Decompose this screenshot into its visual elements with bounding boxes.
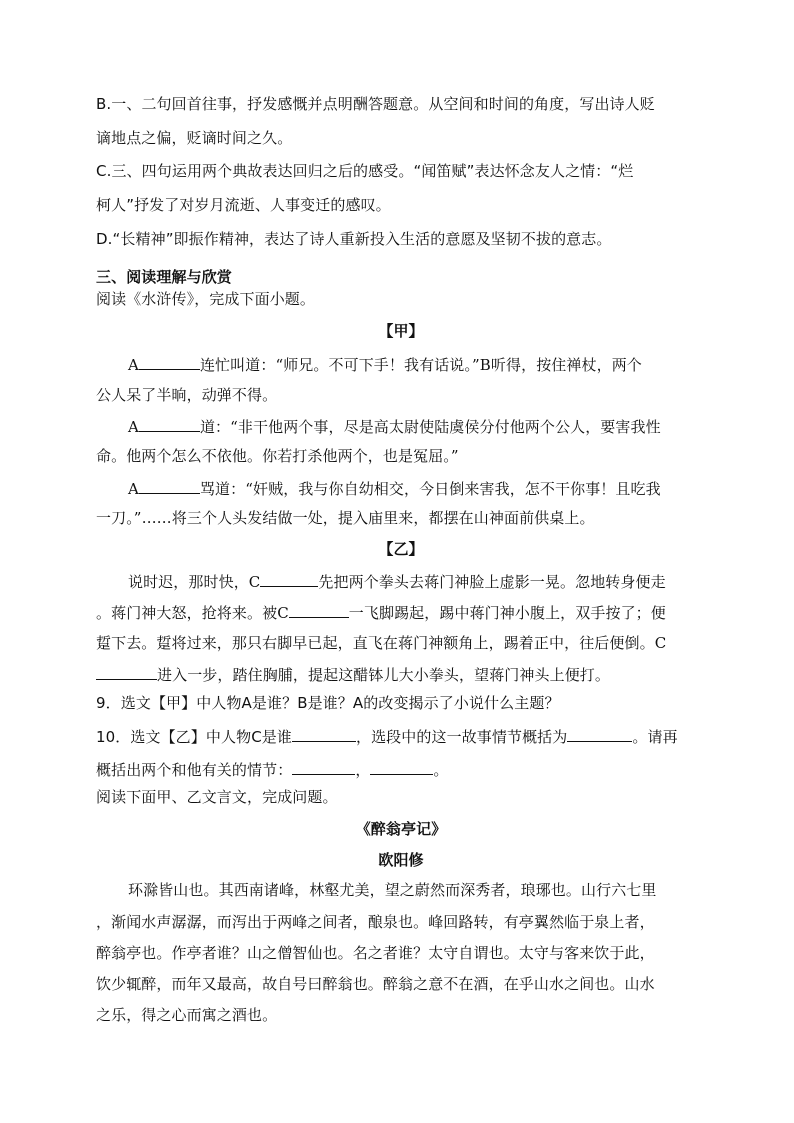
classical-line-3: 醉翁亭也。作亭者谁？山之僧智仙也。名之者谁？太守自谓也。太守与客来饮于此， — [96, 944, 655, 962]
answer-blank-a-3 — [139, 478, 200, 494]
answer-blank-c-1 — [260, 571, 318, 587]
passage-jia-p2-text: 道：“非干他两个事，尽是高太尉使陆虞侯分付他两个公人，要害我性 — [199, 418, 661, 436]
passage-yi-line-2-start: 。蒋门神大怒，抢将来。被C — [96, 604, 289, 622]
passage-jia-paragraph-2-line-2: 命。他两个怎么不依他。你若打杀他两个，也是冤屈。” — [96, 447, 459, 465]
character-a-label: A — [128, 418, 139, 436]
passage-yi-line-1-start: 说时迟，那时快，C — [128, 573, 261, 591]
question-10-answer-blank-2 — [567, 726, 632, 742]
classical-line-2: ，渐闻水声潺潺，而泻出于两峰之间者，酿泉也。峰回路转，有亭翼然临于泉上者， — [96, 913, 655, 931]
passage-yi-line-2-end: 一飞脚踢起，踢中蒋门神小腹上，双手按了；便 — [348, 604, 666, 622]
character-a-label: A — [128, 356, 139, 374]
passage-jia-paragraph-2-line-1 — [128, 416, 708, 437]
question-10-answer-blank-3 — [292, 759, 355, 775]
classical-title: 《醉翁亭记》 — [355, 820, 447, 838]
passage-yi-line-1 — [128, 571, 708, 592]
answer-blank-c-2 — [289, 602, 349, 618]
passage-jia-paragraph-3-line-1 — [128, 478, 708, 499]
passage-yi-line-4 — [96, 664, 706, 685]
question-10-line-2 — [96, 759, 706, 780]
passage-yi-title: 【乙】 — [378, 540, 424, 558]
passage-yi-line-1-end: 先把两个拳头去蒋门神脸上虚影一晃。忽地转身便走 — [318, 573, 666, 591]
passage-jia-paragraph-3-line-2: 一刀。”……将三个人头发结做一处，提入庙里来，都摆在山神面前供桌上。 — [96, 509, 595, 527]
option-c-line-2: 柯人”抒发了对岁月流逝、人事变迁的感叹。 — [96, 196, 391, 214]
passage-yi-line-3: 踅下去。踅将过来，那只右脚早已起，直飞在蒋门神额角上，踢着正中，往后便倒。C — [96, 634, 667, 652]
answer-blank-a-1 — [139, 354, 200, 370]
classical-line-4: 饮少辄醉，而年又最高，故自号曰醉翁也。醉翁之意不在酒，在乎山水之间也。山水 — [96, 975, 655, 993]
passage-jia-paragraph-1-line-1 — [128, 354, 708, 375]
character-a-label: A — [128, 480, 139, 498]
passage-jia-paragraph-1-line-2: 公人呆了半晌，动弹不得。 — [96, 386, 278, 404]
passage-jia-p1-text: 连忙叫道：“师兄。不可下手！我有话说。”B听得，按住禅杖，两个 — [199, 356, 642, 374]
question-10-answer-blank-1 — [292, 726, 356, 742]
question-10-period: 。 — [433, 761, 449, 779]
option-b-line-1: B.一、二句回首往事，抒发感慨并点明酬答题意。从空间和时间的角度，写出诗人贬 — [96, 95, 655, 113]
question-10-line-2-prompt: 概括出两个和他有关的情节： — [96, 761, 293, 779]
passage-jia-p3-text: 骂道：“奸贼，我与你自幼相交，今日倒来害我，怎不干你事！且吃我 — [199, 480, 661, 498]
passage-jia-title: 【甲】 — [378, 322, 424, 340]
passage-yi-line-2 — [96, 602, 706, 623]
question-10-prompt: 10．选文【乙】中人物C是谁 — [96, 728, 292, 746]
option-d-line-1: D.“长精神”即振作精神，表达了诗人重新投入生活的意愿及坚韧不拔的意志。 — [96, 230, 612, 248]
answer-blank-a-2 — [139, 416, 200, 432]
classical-intro: 阅读下面甲、乙文言文，完成问题。 — [96, 788, 338, 806]
classical-line-5: 之乐，得之心而寓之酒也。 — [96, 1006, 278, 1024]
passage-yi-line-4-text: 进入一步，踏住胸脯，提起这醋钵儿大小拳头，望蒋门神头上便打。 — [157, 666, 611, 684]
section-heading: 三、阅读理解与欣赏 — [96, 268, 232, 286]
answer-blank-c-3 — [96, 664, 157, 680]
question-10-separator: ， — [355, 761, 371, 779]
question-10-answer-blank-4 — [370, 759, 433, 775]
question-10-line-1 — [96, 726, 706, 747]
option-b-line-2: 谪地点之偏，贬谪时间之久。 — [96, 129, 293, 147]
section-intro: 阅读《水浒传》，完成下面小题。 — [96, 290, 316, 308]
classical-line-1: 环滁皆山也。其西南诸峰，林壑尤美，望之蔚然而深秀者，琅琊也。山行六七里 — [128, 881, 657, 899]
classical-author: 欧阳修 — [378, 851, 424, 869]
question-9: 9．选文【甲】中人物A是谁？B是谁？A的改变揭示了小说什么主题？ — [96, 694, 560, 712]
question-10-mid: ，选段中的这一故事情节概括为 — [355, 728, 568, 746]
question-10-end: 。请再 — [632, 728, 678, 746]
option-c-line-1: C.三、四句运用两个典故表达回归之后的感受。“闻笛赋”表达怀念友人之情：“烂 — [96, 162, 634, 180]
